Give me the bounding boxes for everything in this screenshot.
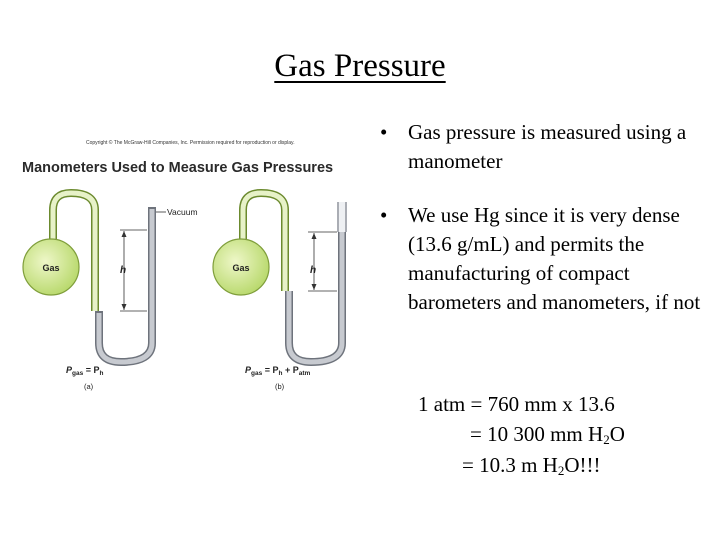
height-label-a: h: [120, 265, 127, 276]
figure-title: Manometers Used to Measure Gas Pressures: [22, 160, 334, 176]
bullet-dot: •: [380, 203, 388, 227]
caption-b: (b): [275, 382, 285, 391]
manometer-diagrams: [0, 130, 370, 410]
bullet-text: Gas pressure is measured using a manometer: [408, 120, 687, 173]
manometer-figure: [0, 130, 370, 410]
manometer-a-mercury: [99, 208, 152, 362]
calc-line-3: = 10.3 m $H_2O$!!!: [462, 453, 601, 478]
manometer-b: [213, 193, 346, 362]
bullet-item: [380, 118, 710, 176]
manometer-a: [23, 193, 166, 362]
bullet-item: [380, 201, 710, 317]
equation-b: $P_{gas} = P_h + P_{atm}$: [245, 365, 311, 377]
height-label-b: h: [310, 265, 317, 276]
bullet-text: We use Hg since it is very dense (13.6 g/mL) and permits the manufacturing of compact barometers and manometers, if not: [408, 203, 701, 314]
manometer-b-mercury: [289, 232, 342, 362]
gas-label-a: Gas: [42, 263, 60, 273]
bullet-list: [380, 118, 710, 317]
calc-line-2: = 10 300 mm $H_2O$: [470, 422, 625, 447]
bullet-dot: •: [380, 120, 388, 144]
calc-line-1: 1 atm = 760 mm x 13.6: [418, 392, 615, 416]
copyright-notice: Copyright © The McGraw-Hill Companies, Inc. Permission required for reproduction or display.: [86, 140, 295, 146]
caption-a: (a): [84, 382, 94, 391]
slide-title: Gas Pressure: [274, 48, 446, 84]
equation-a: $P_{gas} = P_h$: [66, 365, 104, 377]
vacuum-label: Vacuum: [167, 207, 198, 217]
gas-label-b: Gas: [232, 263, 250, 273]
